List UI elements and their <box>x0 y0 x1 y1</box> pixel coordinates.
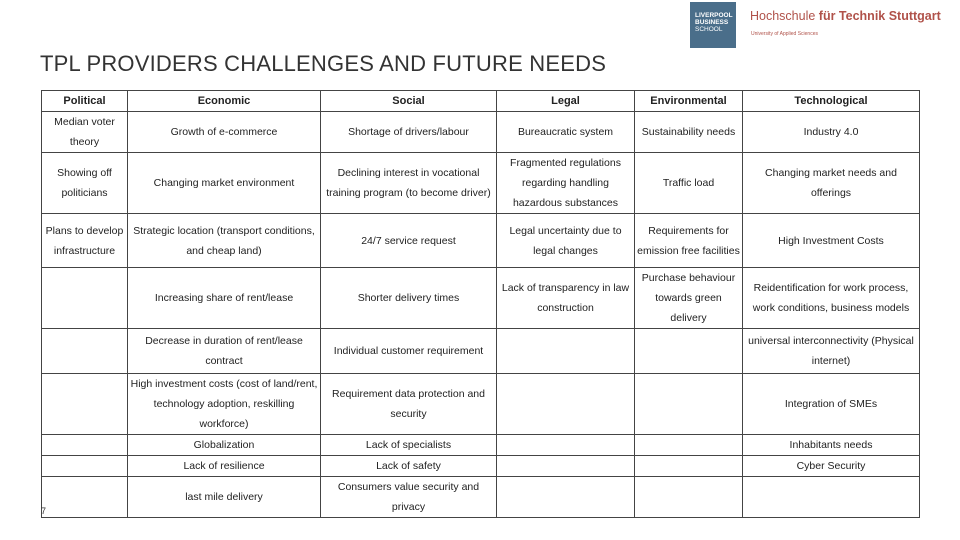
table-cell <box>42 374 128 435</box>
table-cell <box>635 374 743 435</box>
table-cell <box>42 435 128 456</box>
table-cell <box>635 456 743 477</box>
table-cell: universal interconnectivity (Physical internet) <box>743 329 920 374</box>
table-row <box>42 374 920 435</box>
hft-name-part1: Hochschule <box>750 9 819 23</box>
table-cell: Traffic load <box>635 153 743 214</box>
table-cell <box>497 435 635 456</box>
table-row <box>42 268 920 329</box>
table-cell <box>743 477 920 518</box>
table-row <box>42 435 920 456</box>
table-cell <box>42 329 128 374</box>
table-cell: Industry 4.0 <box>743 112 920 153</box>
table-row <box>42 214 920 268</box>
table-cell <box>635 329 743 374</box>
page-number: 7 <box>41 506 47 516</box>
table-cell: Cyber Security <box>743 456 920 477</box>
table-cell: Lack of resilience <box>128 456 321 477</box>
table-cell: Consumers value security and privacy <box>321 477 497 518</box>
hft-stuttgart-logo <box>750 9 941 23</box>
table-cell: Strategic location (transport conditions, and cheap land) <box>128 214 321 268</box>
table-cell: Individual customer requirement <box>321 329 497 374</box>
table-cell: Sustainability needs <box>635 112 743 153</box>
table-row <box>42 112 920 153</box>
table-row <box>42 456 920 477</box>
table-cell: Median voter theory <box>42 112 128 153</box>
table-cell: High Investment Costs <box>743 214 920 268</box>
table-cell: Reidentification for work process, work conditions, business models <box>743 268 920 329</box>
table-cell: Plans to develop infrastructure <box>42 214 128 268</box>
table-cell: Growth of e-commerce <box>128 112 321 153</box>
header-social: Social <box>321 91 497 112</box>
table-cell: Lack of specialists <box>321 435 497 456</box>
header-economic: Economic <box>128 91 321 112</box>
table-cell <box>42 268 128 329</box>
slide-title: TPL PROVIDERS CHALLENGES AND FUTURE NEEDS <box>40 51 607 76</box>
header-political: Political <box>42 91 128 112</box>
table-header-row <box>42 91 920 112</box>
logo-line: SCHOOL <box>695 26 723 33</box>
challenges-table <box>41 90 920 518</box>
table-cell: Increasing share of rent/lease <box>128 268 321 329</box>
table-cell: Decrease in duration of rent/lease contract <box>128 329 321 374</box>
table-cell: Lack of safety <box>321 456 497 477</box>
table-cell: Purchase behaviour towards green delivery <box>635 268 743 329</box>
table-row <box>42 477 920 518</box>
table-cell <box>635 435 743 456</box>
table-row <box>42 153 920 214</box>
logo-line: BUSINESS <box>695 19 729 26</box>
table-cell: High investment costs (cost of land/rent, technology adoption, reskilling workforce) <box>128 374 321 435</box>
table-cell: Declining interest in vocational training program (to become driver) <box>321 153 497 214</box>
table-cell: last mile delivery <box>128 477 321 518</box>
header-technological: Technological <box>743 91 920 112</box>
table-cell: Globalization <box>128 435 321 456</box>
table-cell: Requirement data protection and security <box>321 374 497 435</box>
logo-line: LIVERPOOL <box>695 12 733 19</box>
table-cell <box>497 329 635 374</box>
table-cell: Changing market environment <box>128 153 321 214</box>
header-legal: Legal <box>497 91 635 112</box>
header-environmental: Environmental <box>635 91 743 112</box>
table-cell: Showing off politicians <box>42 153 128 214</box>
table-cell: Integration of SMEs <box>743 374 920 435</box>
table-cell: Shorter delivery times <box>321 268 497 329</box>
hft-subtitle: University of Applied Sciences <box>751 31 818 37</box>
table-cell <box>497 477 635 518</box>
table-cell <box>497 456 635 477</box>
table-row <box>42 329 920 374</box>
table-cell: Fragmented regulations regarding handling hazardous substances <box>497 153 635 214</box>
table-cell: Inhabitants needs <box>743 435 920 456</box>
table-cell <box>42 477 128 518</box>
table-cell: Lack of transparency in law construction <box>497 268 635 329</box>
table-cell: Legal uncertainty due to legal changes <box>497 214 635 268</box>
liverpool-business-school-logo <box>690 2 736 48</box>
table-cell: Shortage of drivers/labour <box>321 112 497 153</box>
table-cell: Changing market needs and offerings <box>743 153 920 214</box>
table-cell <box>635 477 743 518</box>
table-cell: 24/7 service request <box>321 214 497 268</box>
table-cell: Bureaucratic system <box>497 112 635 153</box>
hft-name-part2: für Technik Stuttgart <box>818 9 941 23</box>
table-cell: Requirements for emission free facilities <box>635 214 743 268</box>
table-cell <box>42 456 128 477</box>
table-cell <box>497 374 635 435</box>
